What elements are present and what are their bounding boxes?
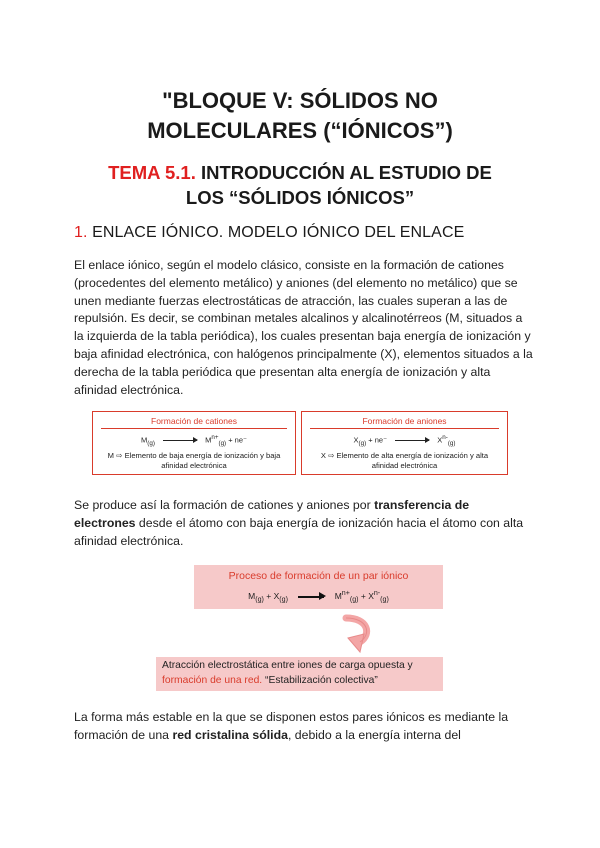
attraction-red-text: formación de una red. (162, 675, 263, 686)
cation-product-state: (g) (218, 440, 227, 447)
attraction-rest-text: “Estabilización colectiva” (262, 675, 378, 686)
cation-box-title: Formación de cationes (93, 416, 295, 429)
paragraph-lattice-text1: La forma más estable en la que se disponen estos pares iónicos es mediante la formación de una (74, 710, 509, 742)
anion-formation-box (301, 411, 508, 475)
cation-charge: n+ (211, 434, 219, 441)
tema-title-line1 (0, 160, 600, 185)
curved-arrow-icon (338, 612, 378, 658)
attraction-box (156, 657, 443, 691)
pair-anion-charge: n- (373, 589, 381, 597)
tema-number: TEMA 5.1. (108, 162, 196, 183)
anion-reactant: X (353, 435, 359, 445)
ion-pair-equation (194, 589, 443, 604)
cation-description: M ⇨ Elemento de baja energía de ionización y baja afinidad electrónica (107, 451, 281, 470)
pair-halogen-state: (g) (279, 595, 288, 604)
pair-cation-state: (g) (349, 595, 359, 604)
ion-pair-title: Proceso de formación de un par iónico (228, 570, 409, 582)
tema-title-line2: LOS “SÓLIDOS IÓNICOS” (185, 187, 415, 208)
pair-halogen: + X (263, 590, 280, 601)
anion-description: X ⇨ Elemento de alta energía de ionización y alta afinidad electrónica (320, 451, 489, 470)
paragraph-transfer-text1: Se produce así la formación de cationes y aniones por (74, 498, 375, 512)
paragraph-lattice (74, 709, 534, 745)
pair-metal: M (248, 590, 256, 601)
paragraph-transfer-text2: desde el átomo con baja energía de ionización hacia el átomo con alta afinidad electrónica. (74, 515, 524, 548)
bloque-title-line2: MOLECULARES (“IÓNICOS”) (147, 118, 453, 143)
pair-cation: M (334, 590, 342, 601)
anion-product: X (437, 435, 443, 445)
section-number: 1. (74, 224, 88, 241)
cation-reactant: M (141, 435, 148, 445)
anion-box-title: Formación de aniones (302, 416, 507, 429)
section-heading (74, 224, 464, 242)
paragraph-transfer-bold: transferencia de electrones (74, 498, 470, 530)
pair-metal-state: (g) (255, 595, 264, 604)
section-heading-text: ENLACE IÓNICO. MODELO IÓNICO DEL ENLACE (87, 224, 465, 241)
cation-product: M (205, 435, 212, 445)
attraction-line1: Atracción electrostática entre iones de carga opuesta y (162, 660, 413, 671)
attraction-line2 (162, 675, 378, 686)
pair-cation-charge: n+ (341, 589, 350, 597)
reaction-arrow-icon (163, 440, 197, 441)
pair-anion-state: (g) (380, 595, 389, 604)
paragraph-lattice-text2: , debido a la energía interna del (287, 727, 461, 742)
anion-charge: n- (442, 434, 448, 441)
bloque-title-line1: "BLOQUE V: SÓLIDOS NO (162, 88, 438, 113)
tema-title (0, 160, 600, 210)
tema-title-text1: INTRODUCCIÓN AL ESTUDIO DE (195, 162, 492, 183)
anion-product-state: (g) (447, 440, 456, 447)
cation-reactant-state: (g) (147, 440, 155, 447)
cation-formation-box (92, 411, 296, 475)
anion-electrons: + ne⁻ (366, 435, 388, 445)
cation-equation (93, 434, 295, 447)
anion-equation (302, 434, 507, 447)
bold-arrow-icon (298, 596, 324, 598)
pair-anion: + X (358, 590, 374, 601)
ion-pair-process-box (194, 565, 443, 609)
anion-reactant-state: (g) (358, 440, 367, 447)
cation-electrons: + ne⁻ (226, 435, 247, 445)
paragraph-lattice-bold: red cristalina sólida (172, 727, 288, 742)
bloque-title (0, 86, 600, 146)
paragraph-intro: El enlace iónico, según el modelo clásico, consiste en la formación de cationes (procedentes del elemento metálico) y aniones (del elemento no metálico) que se unen mediante fuerzas electrostáticas de atracción, las cuales superan a las de repulsión. Es decir, se combinan metales alcalinos y alcalinotérreos (M, situados a la izquierda de la tabla periódica), los cuales presentan baja energía de ionización y baja afinidad electrónica, con halógenos principalmente (X), elementos situados a la derecha de la tabla periódica que presentan alta energía de ionización y alta afinidad electrónica. (74, 258, 533, 397)
paragraph-transfer (74, 497, 534, 550)
reaction-arrow-icon (395, 440, 429, 441)
